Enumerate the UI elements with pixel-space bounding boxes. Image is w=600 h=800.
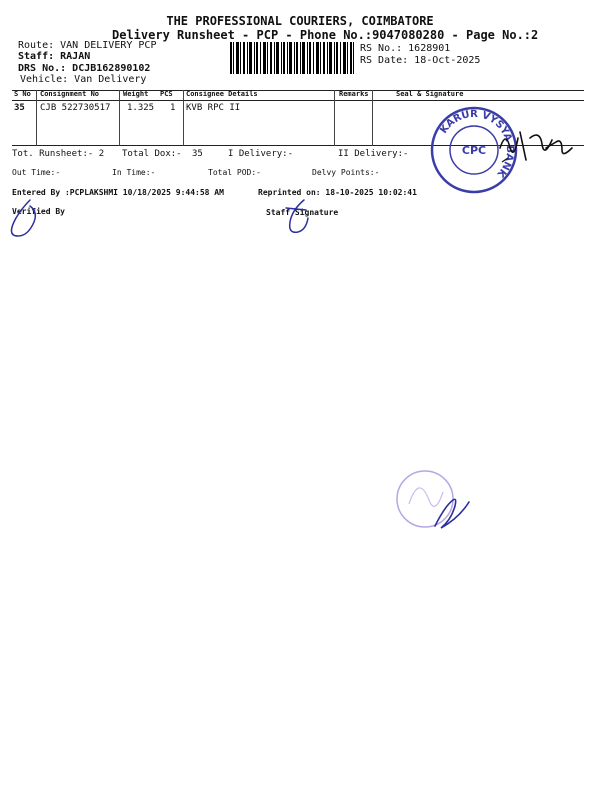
- total-dox-label: Total Dox:-: [122, 149, 182, 159]
- col-pcs: PCS: [160, 90, 173, 98]
- col-weight: Weight: [123, 90, 149, 98]
- cell-consignee: KVB RPC II: [186, 103, 241, 113]
- tot-runsheet: Tot. Runsheet:- 2: [12, 149, 105, 159]
- staff-signature: Staff Signature: [266, 208, 339, 217]
- cell-pcs: 1: [170, 103, 176, 113]
- ii-delivery: II Delivery:-: [338, 149, 409, 159]
- rs-date: RS Date: 18-Oct-2025: [360, 55, 481, 66]
- total-dox-value: 35: [192, 149, 203, 159]
- cell-consignment: CJB 522730517: [40, 103, 111, 113]
- rs-number: RS No.: 1628901: [360, 43, 451, 54]
- cell-sno: 35: [14, 103, 25, 113]
- route-line: Route: VAN DELIVERY PCP: [18, 40, 157, 51]
- in-time: In Time:-: [112, 168, 156, 177]
- entered-by: Entered By :PCPLAKSHMI 10/18/2025 9:44:58 AM: [12, 188, 224, 197]
- stamp-inner-text: CPC: [461, 144, 487, 157]
- reprinted-on: Reprinted on: 18-10-2025 10:02:41: [258, 188, 417, 197]
- handwritten-date: [490, 118, 590, 174]
- col-sno: S No: [14, 90, 31, 98]
- col-remarks: Remarks: [339, 90, 369, 98]
- staff-signature-scribble: [276, 198, 316, 238]
- faint-stamp: [395, 464, 485, 544]
- total-pod: Total POD:-: [208, 168, 261, 177]
- verified-by: Verified By: [12, 207, 65, 216]
- company-name: THE PROFESSIONAL COURIERS, COIMBATORE: [166, 14, 434, 28]
- i-delivery: I Delivery:-: [228, 149, 294, 159]
- staff-line: Staff: RAJAN: [18, 51, 91, 62]
- drs-number: DRS No.: DCJB162890102: [18, 63, 151, 74]
- runsheet-title: Delivery Runsheet - PCP - Phone No.:9047080280 - Page No.:2: [112, 28, 539, 42]
- stamp-outer-text: KARUR VYSYA BANK: [438, 108, 516, 180]
- col-consignee: Consignee Details: [186, 90, 258, 98]
- barcode: [230, 42, 354, 74]
- delivery-points: Delvy Points:-: [312, 168, 380, 177]
- col-consignment: Consignment No: [40, 90, 100, 98]
- out-time: Out Time:-: [12, 168, 61, 177]
- verified-signature: [4, 196, 44, 244]
- cell-weight: 1.325: [127, 103, 155, 113]
- col-seal: Seal & Signature: [396, 90, 464, 98]
- vehicle-line: Vehicle: Van Delivery: [20, 74, 147, 85]
